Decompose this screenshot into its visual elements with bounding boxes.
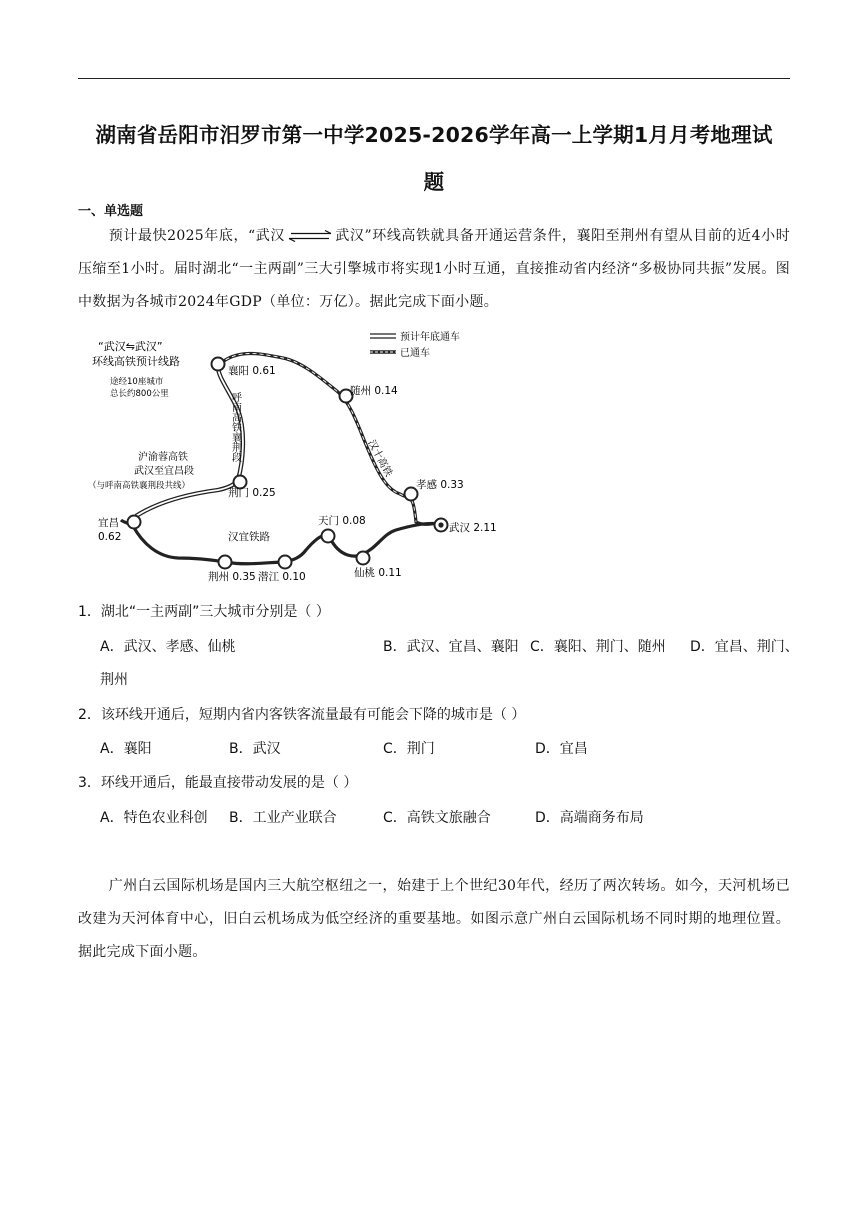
intro-part-2: 武汉”环线高铁就具备开通运营条件，襄阳至荆州有望从目前的近4小时压缩至1小时。届时湖北“一主两副”三大引擎城市将实现1小时互通，直接推动省内经济“多极协同共振”发展。图中数据为各城市2024年GDP（单位：万亿）。据此完成下面小题。 bbox=[78, 228, 790, 310]
city-label-jingmen: 荆门 0.25 bbox=[228, 487, 276, 499]
hanshi-line-label: 汉十高铁 bbox=[365, 438, 394, 479]
q1-option-c[interactable]: C．襄阳、荆门、随州 bbox=[530, 639, 666, 655]
intro-paragraph bbox=[78, 220, 790, 319]
loop-note-1: 途经10座城市 bbox=[110, 377, 164, 387]
q1-option-b[interactable]: B．武汉、宜昌、襄阳 bbox=[383, 639, 519, 655]
station-qianjiang bbox=[279, 556, 292, 569]
city-label-xiangyang: 襄阳 0.61 bbox=[228, 365, 276, 377]
title-line-2: 题 bbox=[423, 170, 445, 194]
station-yichang bbox=[128, 516, 141, 529]
huyu-label-1: 沪渝蓉高铁 bbox=[138, 452, 188, 463]
station-xiantao bbox=[357, 552, 370, 565]
q1-option-d-continued: 荆州 bbox=[100, 672, 128, 688]
city-label-jingzhou: 荆州 0.35 bbox=[208, 571, 256, 583]
legend-planned-label: 预计年底通车 bbox=[400, 332, 460, 343]
q2-option-c[interactable]: C．荆门 bbox=[383, 741, 435, 757]
airport-paragraph: 广州白云国际机场是国内三大航空枢纽之一，始建于上个世纪30年代，经历了两次转场。如今，天河机场已改建为天河体育中心，旧白云机场成为低空经济的重要基地。如图示意广州白云国际机场不同时期的地理位置。据此完成下面小题。 bbox=[78, 878, 790, 960]
double-arrow-icon bbox=[287, 230, 333, 242]
station-xiangyang bbox=[212, 358, 225, 371]
map-legend bbox=[370, 330, 460, 359]
station-markers bbox=[128, 358, 448, 569]
station-jingzhou bbox=[219, 556, 232, 569]
question-1-stem: 1．湖北“一主两副”三大城市分别是（ ） bbox=[78, 604, 330, 620]
q1-option-d[interactable]: D．宜昌、荆门、 bbox=[690, 639, 799, 655]
station-tianmen bbox=[322, 530, 335, 543]
legend-opened-label: 已通车 bbox=[400, 348, 430, 359]
huyu-label-3: （与呼南高铁襄荆段共线） bbox=[88, 481, 191, 491]
hunan-line-label: 呼南高铁襄荆段 bbox=[229, 392, 241, 462]
hanyi-line-label: 汉宜铁路 bbox=[228, 531, 270, 543]
city-label-qianjiang: 潜江 0.10 bbox=[258, 571, 306, 583]
q2-option-d[interactable]: D．宜昌 bbox=[535, 741, 588, 757]
city-label-yichang-name: 宜昌 bbox=[98, 517, 119, 529]
page-title bbox=[78, 112, 790, 206]
loop-title-1: “武汉⇋武汉” bbox=[98, 340, 163, 353]
city-label-suizhou: 随州 0.14 bbox=[350, 385, 398, 397]
loop-note-2: 总长约800公里 bbox=[110, 389, 169, 399]
header-rule bbox=[78, 78, 790, 79]
title-line-1: 湖南省岳阳市汨罗市第一中学2025-2026学年高一上学期1月月考地理试 bbox=[95, 123, 773, 147]
city-label-tianmen: 天门 0.08 bbox=[318, 515, 366, 527]
city-label-wuhan: 武汉 2.11 bbox=[449, 522, 497, 534]
q3-option-b[interactable]: B．工业产业联合 bbox=[229, 810, 337, 826]
huyu-label-2: 武汉至宜昌段 bbox=[134, 466, 194, 477]
q3-option-d[interactable]: D．高端商务布局 bbox=[535, 810, 644, 826]
q2-option-a[interactable]: A．襄阳 bbox=[100, 741, 152, 757]
city-label-xiaogan: 孝感 0.33 bbox=[416, 479, 464, 491]
q2-option-b[interactable]: B．武汉 bbox=[229, 741, 281, 757]
q3-option-c[interactable]: C．高铁文旅融合 bbox=[383, 810, 491, 826]
q1-option-a[interactable]: A．武汉、孝感、仙桃 bbox=[100, 639, 236, 655]
question-3-stem: 3．环线开通后，能最直接带动发展的是（ ） bbox=[78, 775, 358, 791]
city-label-yichang-gdp: 0.62 bbox=[98, 531, 122, 543]
loop-title-2: 环线高铁预计线路 bbox=[92, 355, 180, 368]
railway-loop-map bbox=[78, 322, 518, 590]
city-label-xiantao: 仙桃 0.11 bbox=[354, 567, 402, 579]
section-heading: 一、单选题 bbox=[78, 204, 144, 219]
intro-part-1: 预计最快2025年底，“武汉 bbox=[108, 228, 285, 244]
question-2-stem: 2．该环线开通后，短期内省内客铁客流量最有可能会下降的城市是（ ） bbox=[78, 707, 526, 723]
q3-option-a[interactable]: A．特色农业科创 bbox=[100, 810, 208, 826]
